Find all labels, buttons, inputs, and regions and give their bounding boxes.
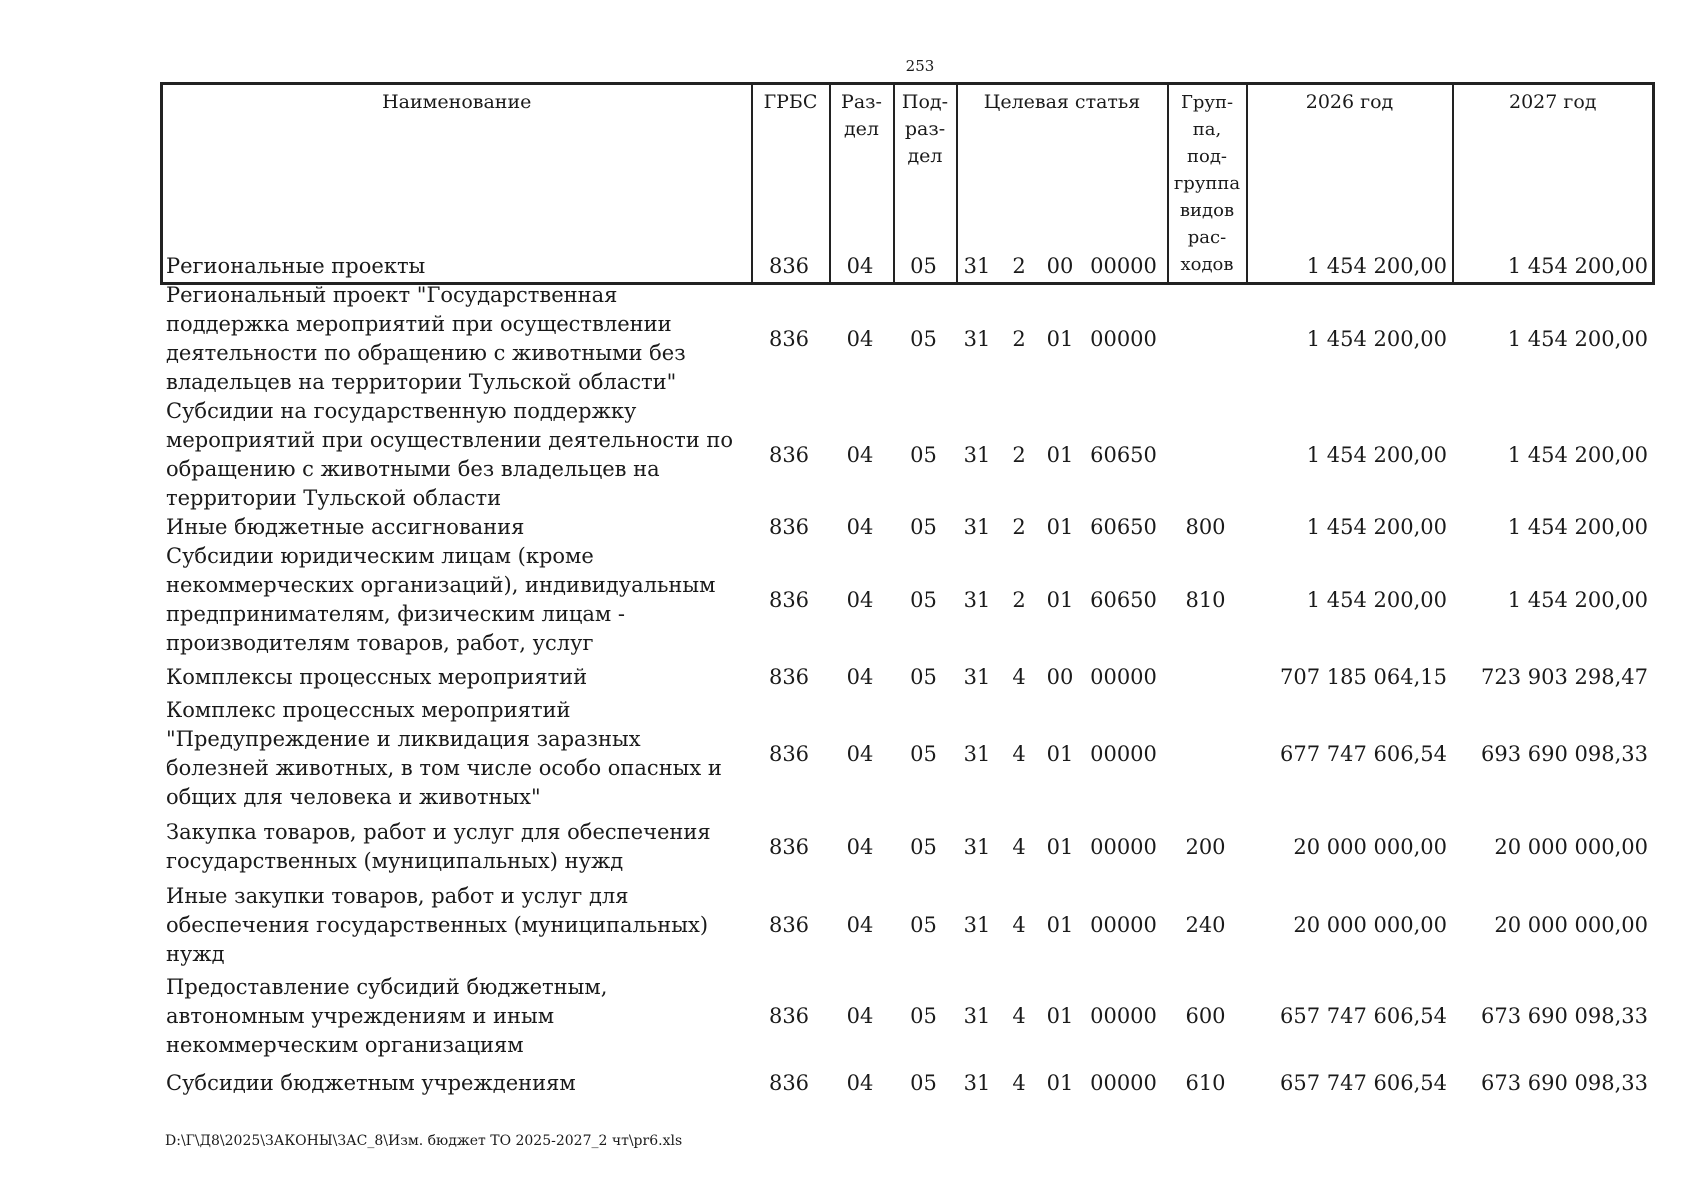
row-2027: 20 000 000,00 — [1494, 834, 1648, 859]
row-target-program: 31 — [963, 664, 991, 689]
row-razdel: 04 — [846, 1003, 874, 1028]
row-target-program: 31 — [963, 254, 991, 278]
row-2026: 1 454 200,00 — [1306, 442, 1447, 467]
row-target-subprogram: 01 — [1046, 442, 1074, 467]
row-2027: 20 000 000,00 — [1494, 913, 1648, 937]
row-grbs: 836 — [768, 326, 810, 351]
row-podrazdel: 05 — [910, 515, 937, 539]
row-target-program: 31 — [963, 913, 991, 937]
row-podrazdel: 05 — [910, 664, 937, 689]
row-razdel: 04 — [846, 913, 874, 937]
row-razdel: 04 — [846, 515, 874, 539]
row-target-type: 2 — [1012, 442, 1026, 467]
table-row — [160, 542, 1652, 658]
row-razdel: 04 — [846, 664, 874, 689]
row-2026: 1 454 200,00 — [1306, 587, 1447, 612]
row-group: 200 — [1185, 834, 1226, 859]
row-target-program: 31 — [963, 515, 991, 539]
row-2026: 20 000 000,00 — [1293, 834, 1447, 859]
row-target-type: 4 — [1012, 834, 1026, 859]
row-target-program: 31 — [963, 1003, 991, 1028]
page-number: 253 — [905, 57, 935, 75]
row-name: Субсидии бюджетным учреждениям — [166, 1070, 576, 1095]
row-2027: 1 454 200,00 — [1507, 515, 1648, 539]
row-2027: 673 690 098,33 — [1481, 1070, 1648, 1095]
row-target-type: 2 — [1012, 515, 1026, 539]
row-grbs: 836 — [768, 664, 810, 689]
row-2027: 673 690 098,33 — [1481, 1003, 1648, 1028]
budget-table — [160, 252, 1652, 1103]
row-grbs: 836 — [768, 587, 810, 612]
table-row — [160, 658, 1652, 696]
table-row — [160, 513, 1652, 542]
row-podrazdel: 05 — [910, 442, 937, 467]
header-2027: 2027 год — [1453, 84, 1654, 284]
row-target-type: 2 — [1012, 254, 1026, 278]
row-target-subprogram: 01 — [1046, 326, 1074, 351]
row-razdel: 04 — [846, 442, 874, 467]
row-name: Закупка товаров, работ и услуг для обеспечения государственных (муниципальных) нужд — [166, 820, 711, 873]
row-target-direction: 00000 — [1090, 326, 1157, 351]
row-name: Субсидии на государственную поддержку мероприятий при осуществлении деятельности по обращению с животными без владельцев на территории Тульской области — [166, 399, 734, 510]
row-2026: 657 747 606,54 — [1280, 1070, 1447, 1095]
row-podrazdel: 05 — [910, 254, 937, 278]
row-target-direction: 00000 — [1090, 834, 1157, 859]
row-target-program: 31 — [963, 834, 991, 859]
row-podrazdel: 05 — [910, 326, 937, 351]
row-target-type: 2 — [1012, 326, 1026, 351]
header-2026: 2026 год — [1247, 84, 1453, 284]
row-name: Комплекс процессных мероприятий "Предупреждение и ликвидация заразных болезней животных, в том числе особо опасных и общих для человека и животных" — [166, 698, 722, 809]
row-target-subprogram: 00 — [1046, 664, 1074, 689]
row-group: 800 — [1185, 515, 1226, 539]
row-podrazdel: 05 — [910, 741, 937, 766]
row-target-subprogram: 00 — [1046, 254, 1074, 278]
row-name: Предоставление субсидий бюджетным, автономным учреждениям и иным некоммерческим организациям — [166, 974, 608, 1057]
row-group — [1166, 696, 1245, 812]
row-target-direction: 60650 — [1090, 515, 1157, 539]
row-podrazdel: 05 — [910, 587, 937, 612]
row-name: Региональные проекты — [166, 254, 426, 278]
row-razdel: 04 — [846, 1070, 874, 1095]
row-target-direction: 00000 — [1090, 1070, 1157, 1095]
row-razdel: 04 — [846, 741, 874, 766]
row-2026: 707 185 064,15 — [1280, 664, 1447, 689]
row-podrazdel: 05 — [910, 1003, 937, 1028]
row-target-direction: 00000 — [1090, 254, 1157, 278]
row-grbs: 836 — [768, 515, 810, 539]
row-target-direction: 00000 — [1090, 1003, 1157, 1028]
row-2026: 20 000 000,00 — [1293, 913, 1447, 937]
row-2026: 1 454 200,00 — [1306, 326, 1447, 351]
row-group — [1166, 252, 1245, 281]
row-target-program: 31 — [963, 741, 991, 766]
row-2026: 1 454 200,00 — [1306, 515, 1447, 539]
row-grbs: 836 — [768, 254, 810, 278]
header-target: Целевая статья — [957, 84, 1168, 284]
row-group — [1166, 281, 1245, 397]
row-target-direction: 60650 — [1090, 587, 1157, 612]
row-name: Субсидии юридическим лицам (кроме некоммерческих организаций), индивидуальным предпринимателям, физическим лицам - производителям товаров, работ, услуг — [166, 544, 716, 655]
row-target-subprogram: 01 — [1046, 834, 1074, 859]
table-row — [160, 969, 1652, 1063]
row-target-subprogram: 01 — [1046, 1070, 1074, 1095]
row-target-subprogram: 01 — [1046, 515, 1074, 539]
row-podrazdel: 05 — [910, 834, 937, 859]
row-target-subprogram: 01 — [1046, 587, 1074, 612]
header-name: Наименование — [162, 84, 752, 284]
header-grbs: ГРБС — [752, 84, 830, 284]
table-row — [160, 252, 1652, 281]
row-2026: 1 454 200,00 — [1306, 254, 1447, 278]
file-path: D:\Г\Д8\2025\ЗАКОНЫ\ЗАС_8\Изм. бюджет ТО 2025-2027_2 чт\pr6.xls — [165, 1133, 683, 1149]
row-2027: 1 454 200,00 — [1507, 326, 1648, 351]
row-target-direction: 00000 — [1090, 664, 1157, 689]
row-name: Комплексы процессных мероприятий — [166, 664, 588, 689]
row-2027: 1 454 200,00 — [1507, 587, 1648, 612]
row-target-type: 4 — [1012, 664, 1026, 689]
row-2027: 1 454 200,00 — [1507, 254, 1648, 278]
row-target-subprogram: 01 — [1046, 741, 1074, 766]
header-podrazdel: Под- раз- дел — [894, 84, 957, 284]
row-group — [1166, 397, 1245, 513]
row-grbs: 836 — [768, 1070, 810, 1095]
row-razdel: 04 — [846, 587, 874, 612]
table-row — [160, 696, 1652, 812]
row-podrazdel: 05 — [910, 913, 937, 937]
row-target-type: 4 — [1012, 1003, 1026, 1028]
row-target-program: 31 — [963, 587, 991, 612]
row-2027: 1 454 200,00 — [1507, 442, 1648, 467]
row-group: 240 — [1185, 913, 1226, 937]
table-row — [160, 281, 1652, 397]
row-grbs: 836 — [768, 741, 810, 766]
row-target-type: 4 — [1012, 913, 1026, 937]
row-2027: 693 690 098,33 — [1481, 741, 1648, 766]
row-target-direction: 60650 — [1090, 442, 1157, 467]
row-target-program: 31 — [963, 1070, 991, 1095]
row-target-program: 31 — [963, 442, 991, 467]
row-grbs: 836 — [768, 1003, 810, 1028]
row-2026: 657 747 606,54 — [1280, 1003, 1447, 1028]
row-target-direction: 00000 — [1090, 913, 1157, 937]
row-target-type: 2 — [1012, 587, 1026, 612]
row-grbs: 836 — [768, 442, 810, 467]
row-target-subprogram: 01 — [1046, 1003, 1074, 1028]
table-row — [160, 882, 1652, 969]
row-group: 610 — [1185, 1070, 1226, 1095]
row-group: 810 — [1185, 587, 1226, 612]
row-target-type: 4 — [1012, 741, 1026, 766]
row-group: 600 — [1185, 1003, 1226, 1028]
row-grbs: 836 — [768, 834, 810, 859]
header-group: Груп- па, под- группа видов рас- ходов — [1168, 84, 1247, 284]
row-2027: 723 903 298,47 — [1481, 664, 1648, 689]
table-row — [160, 1063, 1652, 1103]
row-group — [1166, 658, 1245, 696]
row-target-type: 4 — [1012, 1070, 1026, 1095]
row-target-subprogram: 01 — [1046, 913, 1074, 937]
row-razdel: 04 — [846, 254, 874, 278]
row-name: Иные закупки товаров, работ и услуг для обеспечения государственных (муниципальных) нужд — [166, 884, 709, 966]
table-row — [160, 812, 1652, 882]
row-name: Региональный проект "Государственная поддержка мероприятий при осуществлении деятельности по обращению с животными без владельцев на территории Тульской области" — [166, 283, 686, 394]
row-2026: 677 747 606,54 — [1280, 741, 1447, 766]
row-name: Иные бюджетные ассигнования — [166, 515, 525, 539]
row-razdel: 04 — [846, 326, 874, 351]
row-target-direction: 00000 — [1090, 741, 1157, 766]
row-podrazdel: 05 — [910, 1070, 937, 1095]
row-grbs: 836 — [768, 913, 810, 937]
header-razdel: Раз- дел — [830, 84, 894, 284]
table-row — [160, 397, 1652, 513]
row-target-program: 31 — [963, 326, 991, 351]
row-razdel: 04 — [846, 834, 874, 859]
